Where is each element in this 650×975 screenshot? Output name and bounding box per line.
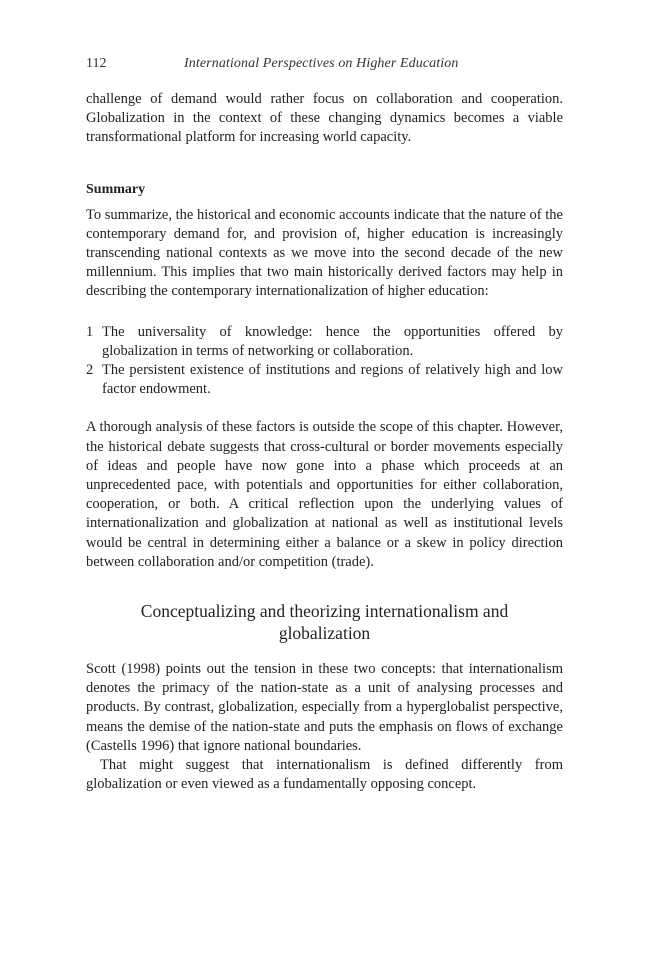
list-item-text: The persistent existence of institutions and regions of relatively high and low factor endowment. bbox=[102, 362, 563, 398]
intro-paragraph: challenge of demand would rather focus on collaboration and cooperation. Globalization in the context of these changing dynamics becomes a viable transformational platform for increasing world capacity. bbox=[86, 91, 563, 146]
list-item bbox=[86, 361, 563, 399]
analysis-paragraph: A thorough analysis of these factors is outside the scope of this chapter. However, the historical debate suggests that cross-cultural or border movements especially of ideas and people have now gone into a phase which proceeds at an unprecedented pace, with potentials and opportunities for either collaboration, cooperation, or both. A critical reflection upon the underlying values of internationalization and globalization at national as well as institutional levels would be central in determining either a balance or a skew in policy direction between collaboration and/or competition (trade). bbox=[86, 419, 563, 570]
section-heading: Conceptualizing and theorizing internationalism and globalization bbox=[140, 601, 509, 644]
list-item-number: 1 bbox=[86, 323, 94, 340]
scott-paragraph: Scott (1998) points out the tension in these two concepts: that internationalism denotes the primacy of the nation-state as a unit of analysing processes and products. By contrast, globalization, especially from a hyperglobalist perspective, means the demise of the nation-state and puts the emphasis on flows of exchange (Castells 1996) that ignore national boundaries. bbox=[86, 661, 563, 754]
book-page bbox=[86, 56, 563, 794]
numbered-list bbox=[86, 323, 563, 400]
running-header bbox=[86, 56, 563, 78]
list-item-number: 2 bbox=[86, 362, 94, 379]
summary-paragraph: To summarize, the historical and economic accounts indicate that the nature of the contemporary demand for, and provision of, higher education is increasingly transcending national contexts as we move into the second decade of the new millennium. This implies that two main historically derived factors may help in describing the contemporary internationalization of higher education: bbox=[86, 206, 563, 300]
list-item bbox=[86, 323, 563, 361]
page-number: 112 bbox=[86, 56, 107, 71]
summary-heading: Summary bbox=[86, 181, 146, 197]
running-title: International Perspectives on Higher Education bbox=[184, 56, 459, 71]
list-item-text: The universality of knowledge: hence the opportunities offered by globalization in terms of networking or collaboration. bbox=[102, 323, 563, 359]
final-paragraph: That might suggest that internationalism is defined differently from globalization or even viewed as a fundamentally opposing concept. bbox=[86, 757, 563, 793]
